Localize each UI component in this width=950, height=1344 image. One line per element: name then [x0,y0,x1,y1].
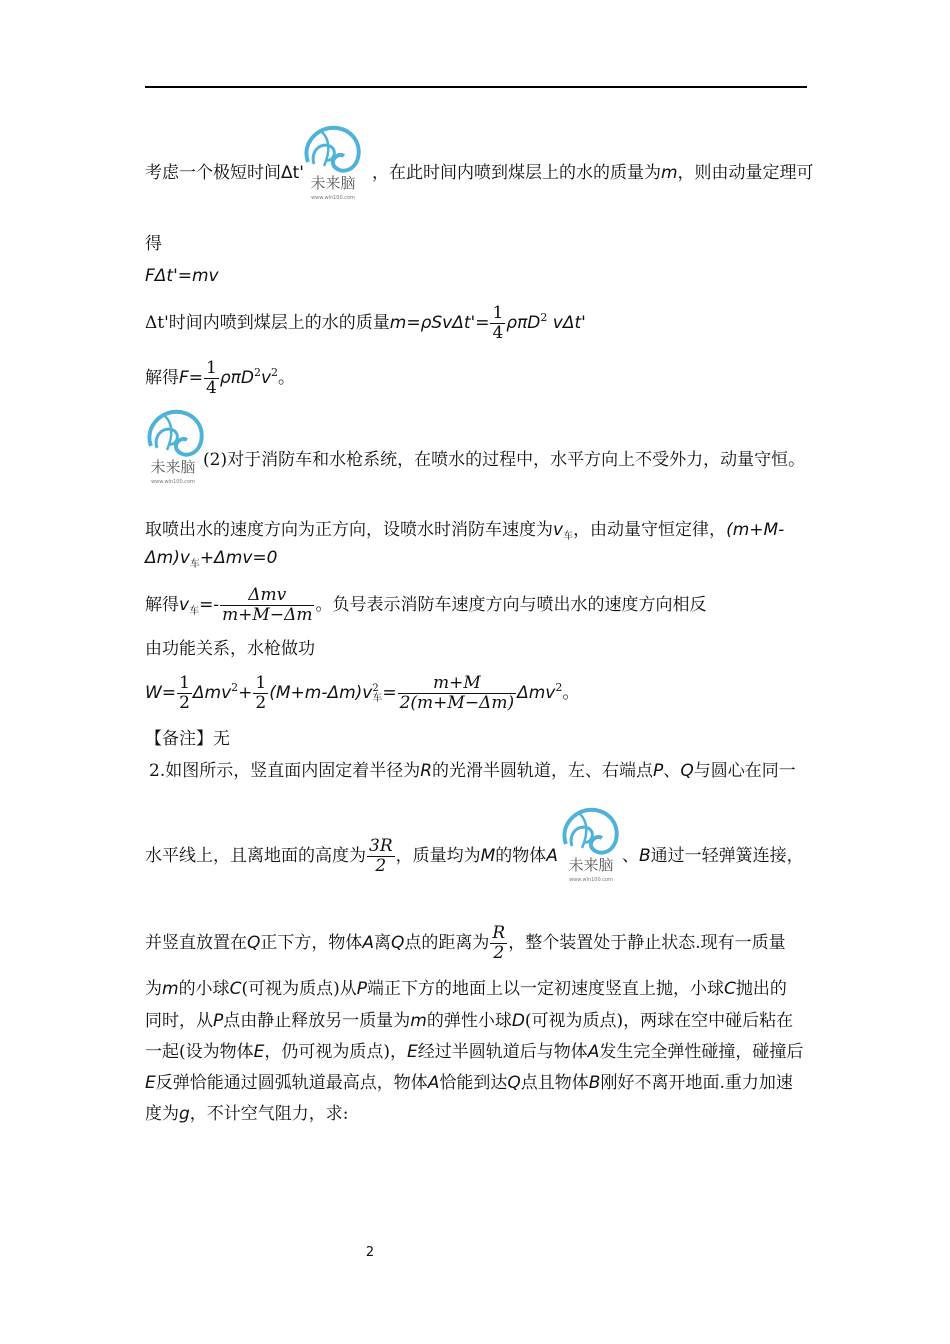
question-2-line-2: 水平线上，且离地面的高度为 $\frac{3R}{2}$ ，质量均为M的物体A 、B通过一轻弹簧连接， [145,836,804,876]
equation-momentum: FΔt'=mv [145,266,219,286]
watermark-text: 未来脑 [568,856,614,874]
watermark-url: www.wln100.com [569,877,613,883]
question-2-line-4: 为m的小球C(可视为质点)从P端正下方的地面上以一定初速度竖直上抛，小球C抛出的 [145,979,787,999]
watermark-text: 未来脑 [150,458,196,476]
watermark-logo [143,406,209,488]
equation-velocity: 解得$v_车=-$ $\frac{\text{Δmv}}{m+M-\Delta m}$ 。负号表示消防车速度方向与喷出水的速度方向相反 [145,585,707,625]
question-2-line-3: 并竖直放置在Q正下方，物体A离Q点的距离为 $\frac{R}{2}$ ，整个装置处于静止状态.现有一质量 [145,923,786,963]
equation-mass: Δt'时间内喷到煤层上的水的质量m=ρSvΔt'= $\frac{1}{4}$ ρπD$^2$ vΔt' [145,303,586,343]
answer-line-work: 由功能关系，水枪做功 [145,639,315,659]
equation-work: W= $\frac{1}{2}$ Δmv$^2$+ $\frac{1}{2}$ (M+m-Δm)v 2 车 = $\frac{m+M}{2(m+M-\Delta m)}$ Δmv$^2$。 [145,673,580,713]
answer-line-1-cont: 得 [145,234,162,254]
answer-line-momentum: 取喷出水的速度方向为正方向，设喷水时消防车速度为$v_车$，由动量守恒定律，(m+M- [145,520,785,542]
watermark-url: www.wln100.com [311,195,355,201]
answer-line-momentum-cont: $\Delta m)v_车+\Delta mv=0$ [145,548,278,570]
note: 【备注】无 [145,729,230,749]
equation-force: 解得F= $\frac{1}{4}$ $\rho\pi D^2v^2$。 [145,358,296,398]
header-rule [145,86,807,88]
answer-part-2: (2)对于消防车和水枪系统，在喷水的过程中，水平方向上不受外力，动量守恒。 [203,450,806,470]
page-number: 2 [365,1245,375,1260]
watermark-logo [300,122,366,204]
watermark-text: 未来脑 [310,174,356,192]
question-2-line-7: E反弹恰能通过圆弧轨道最高点，物体A恰能到达Q点且物体B刚好不离开地面.重力加速 [145,1073,793,1093]
watermark-url: www.wln100.com [151,479,195,485]
question-2-line-6: 一起(设为物体E，仍可视为质点)，E经过半圆轨道后与物体A发生完全弹性碰撞，碰撞后 [145,1042,804,1062]
question-2-line-8: 度为g，不计空气阻力，求: [145,1104,349,1124]
answer-line-1: 考虑一个极短时间Δt' ，在此时间内喷到煤层上的水的质量为m，则由动量定理可 [145,163,814,183]
question-2-line-1: 2.如图所示，竖直面内固定着半径为R的光滑半圆轨道，左、右端点P、Q与圆心在同一 [149,761,796,781]
question-2-line-5: 同时，从P点由静止释放另一质量为m的弹性小球D(可视为质点)，两球在空中碰后粘在 [145,1011,794,1031]
